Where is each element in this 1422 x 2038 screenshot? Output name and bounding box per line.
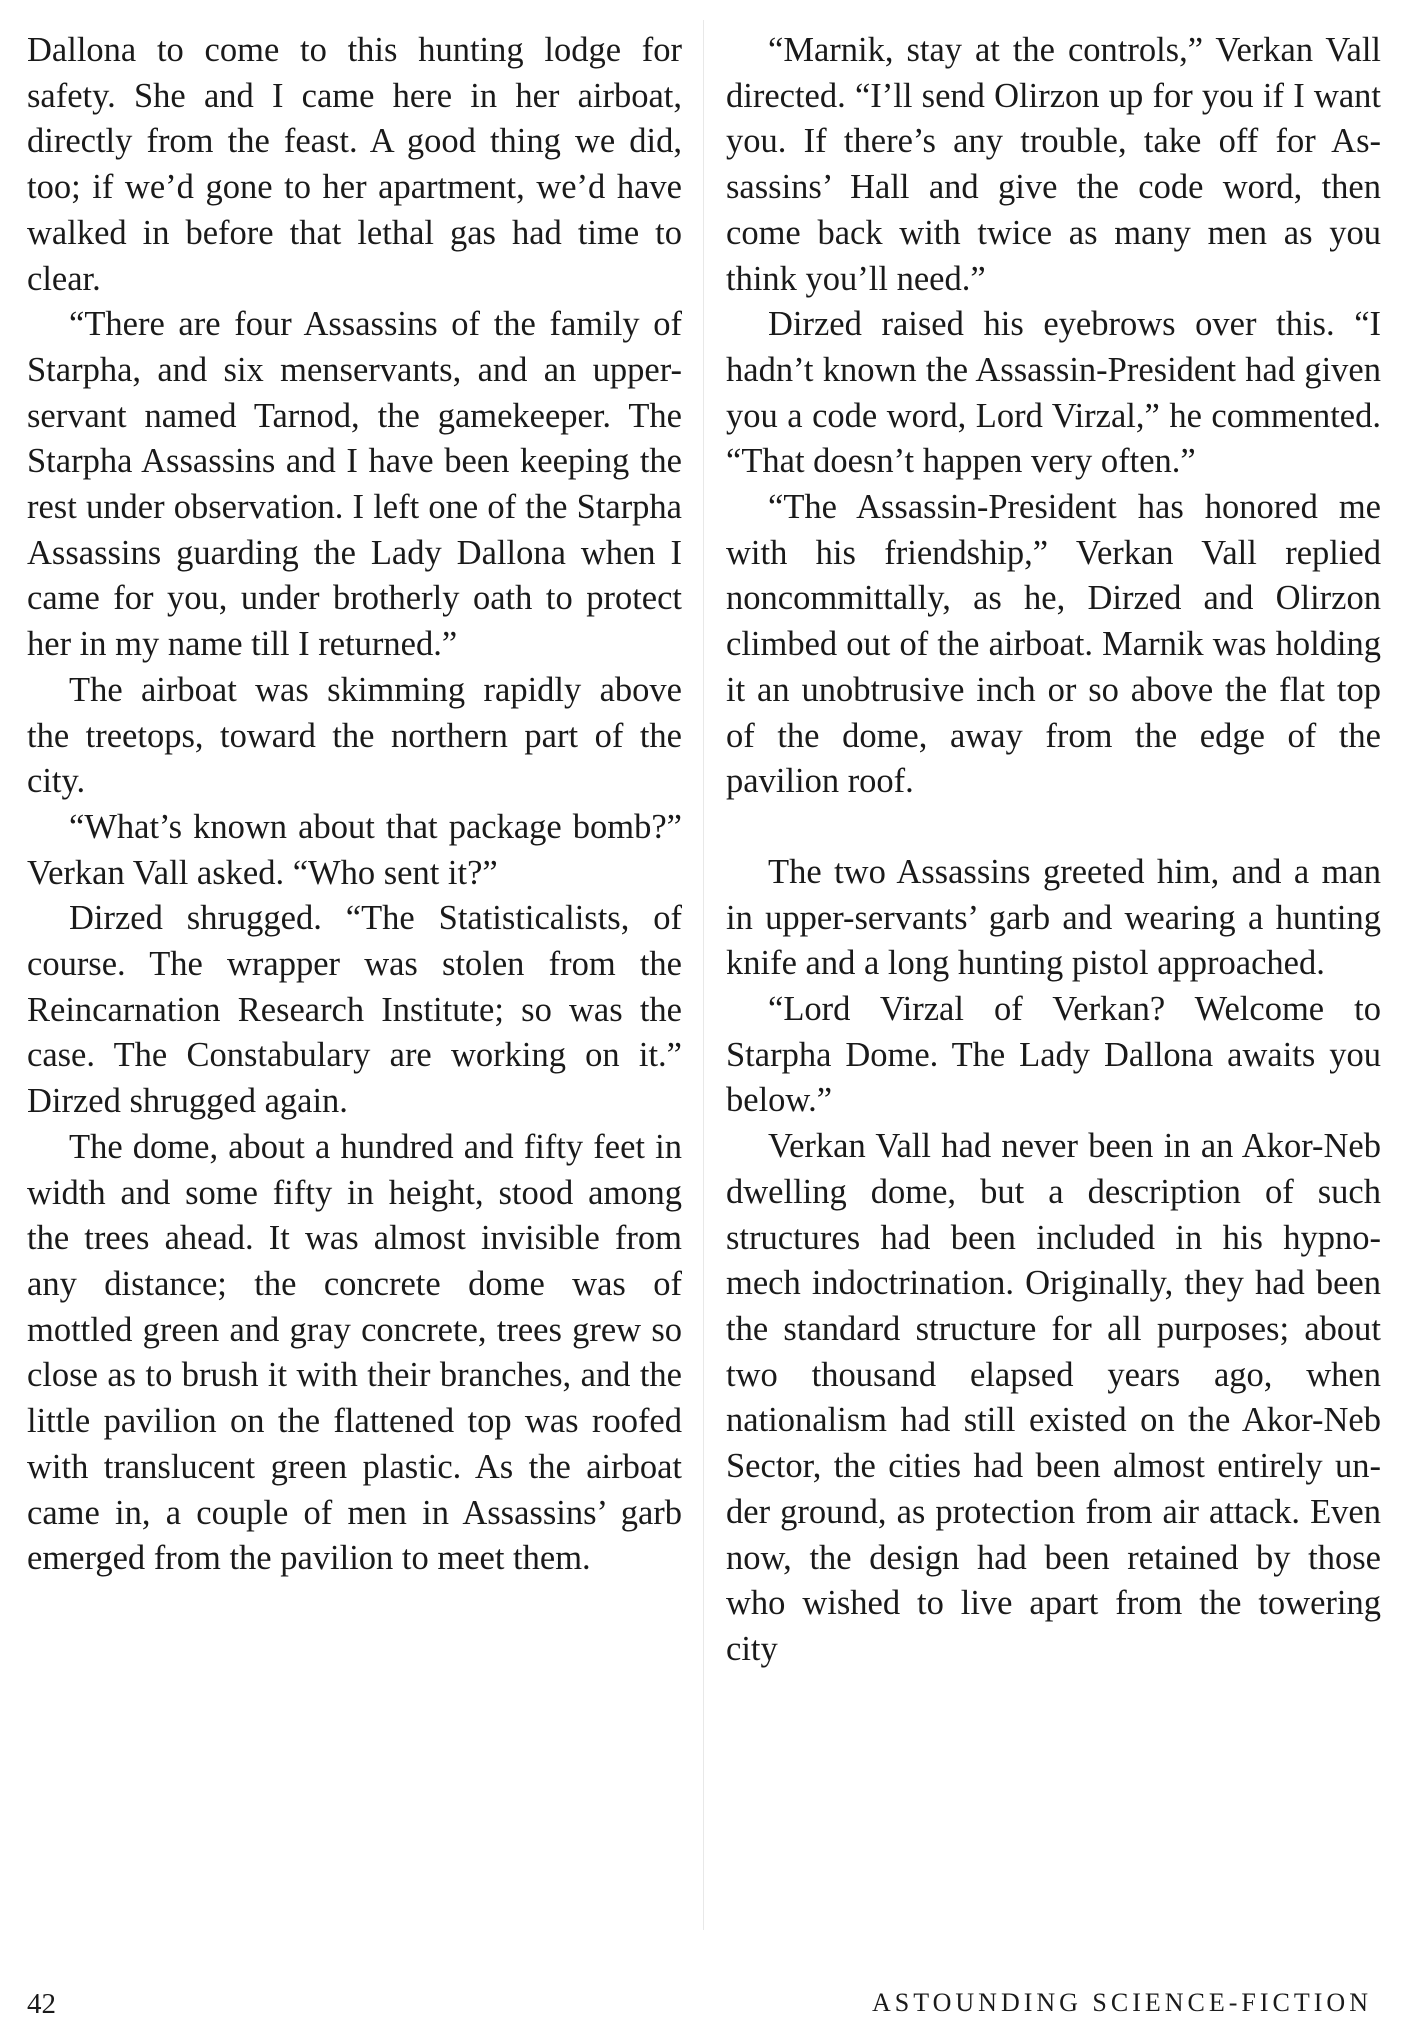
paragraph: “There are four Assassins of the family of Starpha, and six menservants, and an upper-servant named Tarnod, the gamekeeper. The Starpha Assassins and I have been keeping the rest under observation. I left one of the Starpha Assassins guarding the Lady Dallona when I came for you, under brotherly oath to protect her in my name till I returned.” — [27, 305, 682, 664]
column-gutter — [703, 20, 704, 1930]
paragraph: Dirzed raised his eyebrows over this. “I hadn’t known the Assassin-President had given you a code word, Lord Virzal,” he commented. “That doesn’t happen very often.” — [726, 305, 1381, 481]
paragraph: The dome, about a hundred and fifty feet in width and some fifty in height, stood among the trees ahead. It was almost invisible from any distance; the concrete dome was of mottled green and gray concrete, trees grew so close as to brush it with their branches, and the little pavilion on the flattened top was roofed with translucent green plastic. As the airboat came in, a couple of men in Assassins’ garb emerged from the pavilion to meet them. — [27, 1127, 682, 1578]
paragraph: “What’s known about that package bomb?” Verkan Vall asked. “Who sent it?” — [27, 807, 682, 892]
left-text-column — [27, 28, 682, 1582]
right-text-column — [726, 28, 1381, 1673]
paragraph: “The Assassin-President has honored me with his friendship,” Verkan Vall replied noncommittally, as he, Dirzed and Olirzon climbed out of the airboat. Marnik was holding it an unobtrusive inch or so above the flat top of the dome, away from the edge of the pavilion roof. — [726, 488, 1381, 801]
paragraph: Dirzed shrugged. “The Statisticalists, of course. The wrapper was stolen from the Reincarnation Research Institute; so was the case. The Constabulary are working on it.” Dirzed shrugged again. — [27, 899, 682, 1121]
page-number: 42 — [27, 1988, 56, 2020]
paragraph: “Lord Virzal of Verkan? Welcome to Starpha Dome. The Lady Dallona awaits you below.” — [726, 990, 1381, 1120]
paragraph: The airboat was skimming rapidly above the treetops, toward the northern part of the city. — [27, 670, 682, 801]
paragraph: The two Assassins greeted him, and a man in upper-servants’ garb and wearing a hunting knife and a long hunting pistol approached. — [726, 852, 1381, 983]
paragraph: Dallona to come to this hunting lodge for safety. She and I came here in her airboat, directly from the feast. A good thing we did, too; if we’d gone to her apartment, we’d have walked in before that lethal gas had time to clear. — [27, 31, 682, 298]
running-footer-title: ASTOUNDING SCIENCE-FICTION — [871, 1988, 1372, 2017]
page-footer — [27, 1988, 1372, 2028]
paragraph: Verkan Vall had never been in an Akor-Neb dwelling dome, but a description of such structures had been included in his hypno-mech indoctrination. Originally, they had been the standard structure for all purposes; about two thousand elapsed years ago, when nationalism had still existed on the Akor-Neb Sector, the cities had been almost entirely under ground, as protection from air attack. Even now, the design had been retained by those who wished to live apart from the towering city — [726, 1127, 1381, 1668]
paragraph: “Marnik, stay at the controls,” Verkan Vall directed. “I’ll send Olirzon up for you if I want you. If there’s any trouble, take off for Assassins’ Hall and give the code word, then come back with twice as many men as you think you’ll need.” — [726, 31, 1381, 298]
